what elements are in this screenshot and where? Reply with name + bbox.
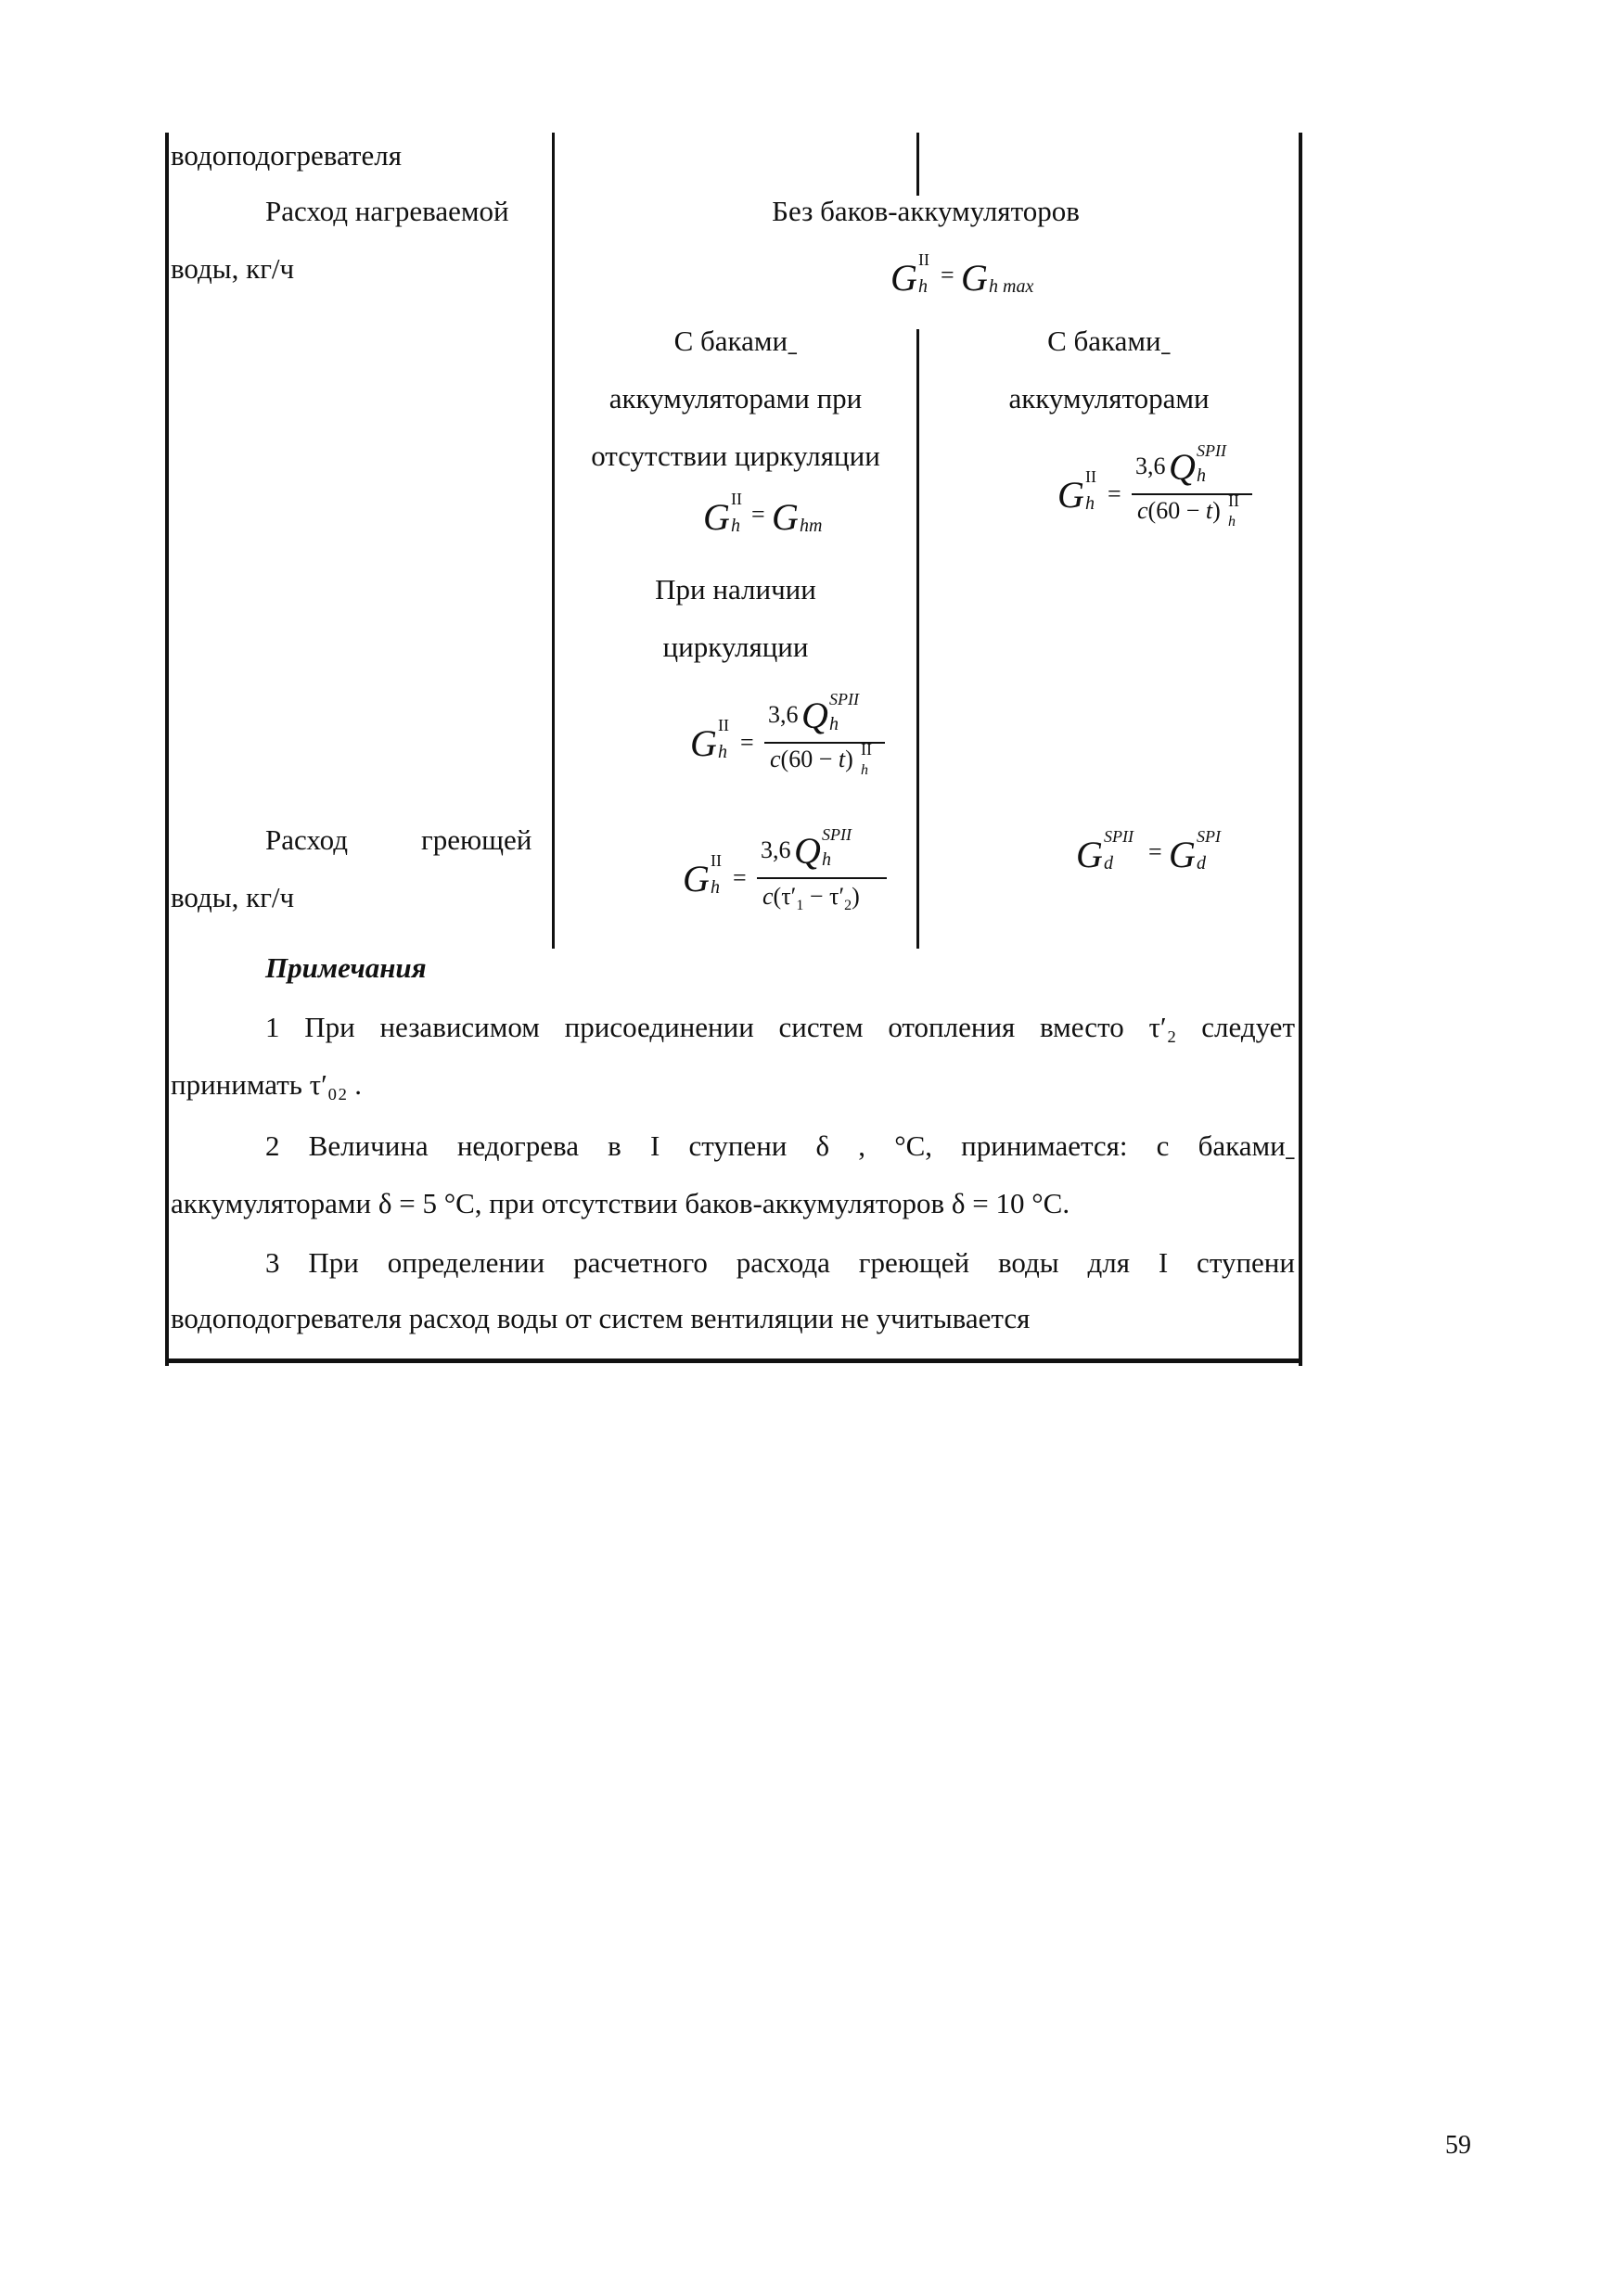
column-divider-1 [552,133,555,949]
col-left-line5: циркуляции [662,631,809,663]
row2-left-line1b: греющей [421,823,532,856]
col-left-line4: При наличии [655,573,816,606]
table-left-border [165,133,169,1366]
row0-left-text: водоподогревателя [171,139,402,172]
formula-left-2: G II h = 3,6 Q SPII h c(60 − t) II h [690,694,894,796]
col-left-line1: С бакамиˍ [673,325,798,357]
table-bottom-border [165,1358,1302,1363]
row2-left-line1: Расход [265,823,349,856]
col-right-line2: аккумуляторами [1008,382,1210,415]
formula-main: G II h = G h max [890,250,1034,299]
col-left-line3: отсутствии циркуляции [591,440,880,472]
note-3-line1: 3 При определении расчетного расхода греющей воды для I ступени [265,1246,1295,1279]
note-1-line1: 1 При независимом присоединении систем отопления вместо τ′₂ следует [265,1011,1295,1043]
formula-row2-left: G II h = 3,6 Q SPII h $c(\tau'_1 - \tau'_2)$ [683,825,896,937]
page-number: 59 [1445,2131,1471,2160]
formula-right-1: G II h = 3,6 Q SPII h c(60 − t) II h [1057,445,1262,547]
column-divider-2-top [916,133,919,196]
table-right-border [1299,133,1302,1366]
row1-left-line2: воды, кг/ч [171,252,295,285]
row2-left-line2: воды, кг/ч [171,881,295,913]
note-1-line2: принимать τ′₀₂ . [171,1068,363,1101]
col-left-line2: аккумуляторами при [608,382,863,415]
column-divider-2 [916,329,919,949]
col-right-line1: С бакамиˍ [1047,325,1171,357]
row1-left-line1: Расход нагреваемой [265,195,509,227]
notes-title: Примечания [265,951,427,984]
formula-row2-right: G SPII d = G SPI d [1076,827,1221,875]
note-3-line2: водоподогревателя расход воды от систем вентиляции не учитывается [171,1302,1031,1334]
header-no-accumulators: Без баков-аккумуляторов [772,195,1080,227]
note-2-line1: 2 Величина недогрева в I ступени δ , °С, принимается: с бакамиˍ [265,1129,1295,1162]
note-2-line2: аккумуляторами δ = 5 °С, при отсутствии баков-аккумуляторов δ = 10 °С. [171,1187,1070,1219]
formula-left-1: G II h = G hm [703,490,823,538]
